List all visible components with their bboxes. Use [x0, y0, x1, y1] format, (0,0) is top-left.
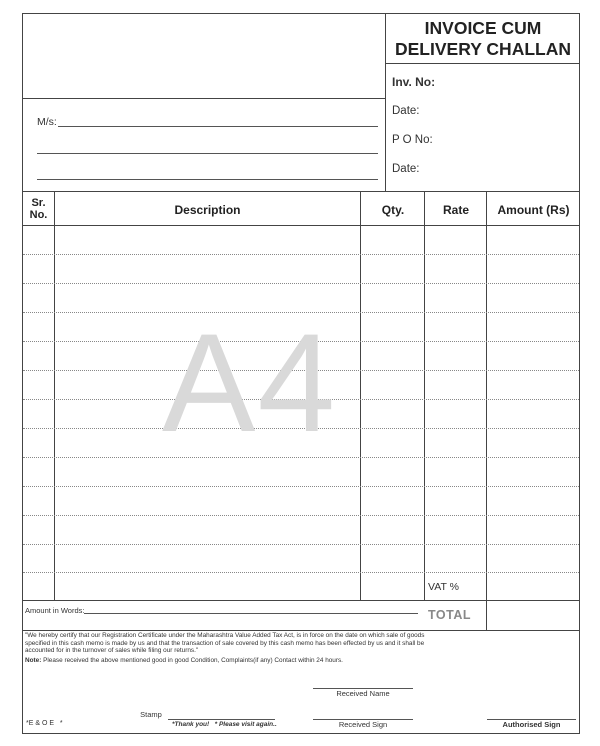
ms-line-2[interactable]	[37, 153, 378, 154]
note-label: Note:	[25, 657, 42, 664]
date-label-2: Date:	[392, 163, 420, 175]
stamp-label: Stamp	[140, 710, 162, 719]
amount-in-words-label: Amount in Words:	[25, 606, 85, 615]
col-description: Description	[174, 203, 241, 217]
total-label: TOTAL	[428, 608, 472, 622]
title-line-2: DELIVERY CHALLAN	[395, 39, 571, 59]
row-line	[23, 283, 579, 284]
amount-in-words-line[interactable]	[84, 613, 418, 614]
certification-text: "We hereby certify that our Registration Certificate under the Maharashtra Value Added Tax Act, is in force on the date on which sale of goods specified in this cash memo is made by us and that the transaction of sale covered by this cash memo has been effected by us and it shall be accounted for in the turnover of sales while filing our returns."	[25, 632, 425, 655]
received-name-label: Received Name	[336, 689, 390, 698]
a4-watermark: A4	[162, 304, 338, 461]
col-sr-no: Sr. No.	[29, 197, 48, 221]
header-bottom-line	[22, 191, 580, 192]
ms-line-1[interactable]	[58, 126, 378, 127]
column-header-line	[22, 225, 580, 226]
row-line	[23, 515, 579, 516]
po-no-label: P O No:	[392, 134, 433, 146]
col-divider-2	[360, 191, 361, 600]
eoe-label: *E & O E *	[26, 720, 63, 727]
title-underline	[386, 63, 580, 64]
note-text: Please received the above mentioned good in good Condition, Complaints(if any) Contact within 24 hours.	[43, 657, 343, 664]
row-line	[23, 254, 579, 255]
title-line-1: INVOICE CUM	[424, 18, 542, 38]
document-title	[386, 18, 580, 60]
ms-label: M/s:	[37, 116, 57, 128]
logo-box-bottom	[22, 98, 386, 99]
col-divider-3	[424, 191, 425, 600]
received-sign-label: Received Sign	[338, 720, 388, 729]
stamp-line[interactable]	[168, 719, 275, 720]
date-label-1: Date:	[392, 105, 420, 117]
note-line	[25, 657, 565, 665]
ms-line-3[interactable]	[37, 179, 378, 180]
col-divider-4	[486, 191, 487, 630]
row-line	[23, 572, 579, 573]
col-rate: Rate	[442, 203, 469, 217]
authorised-sign-label: Authorised Sign	[502, 720, 561, 729]
totals-bottom-line	[22, 630, 580, 631]
row-line	[23, 486, 579, 487]
col-qty: Qty.	[381, 203, 405, 217]
col-amount: Amount (Rs)	[497, 203, 570, 217]
table-bottom-line	[22, 600, 580, 601]
row-line	[23, 544, 579, 545]
thank-you-text: *Thank you! * Please visit again..	[172, 721, 277, 728]
inv-no-label: Inv. No:	[392, 75, 436, 89]
vat-label: VAT %	[428, 581, 459, 593]
col-divider-1	[54, 191, 55, 600]
